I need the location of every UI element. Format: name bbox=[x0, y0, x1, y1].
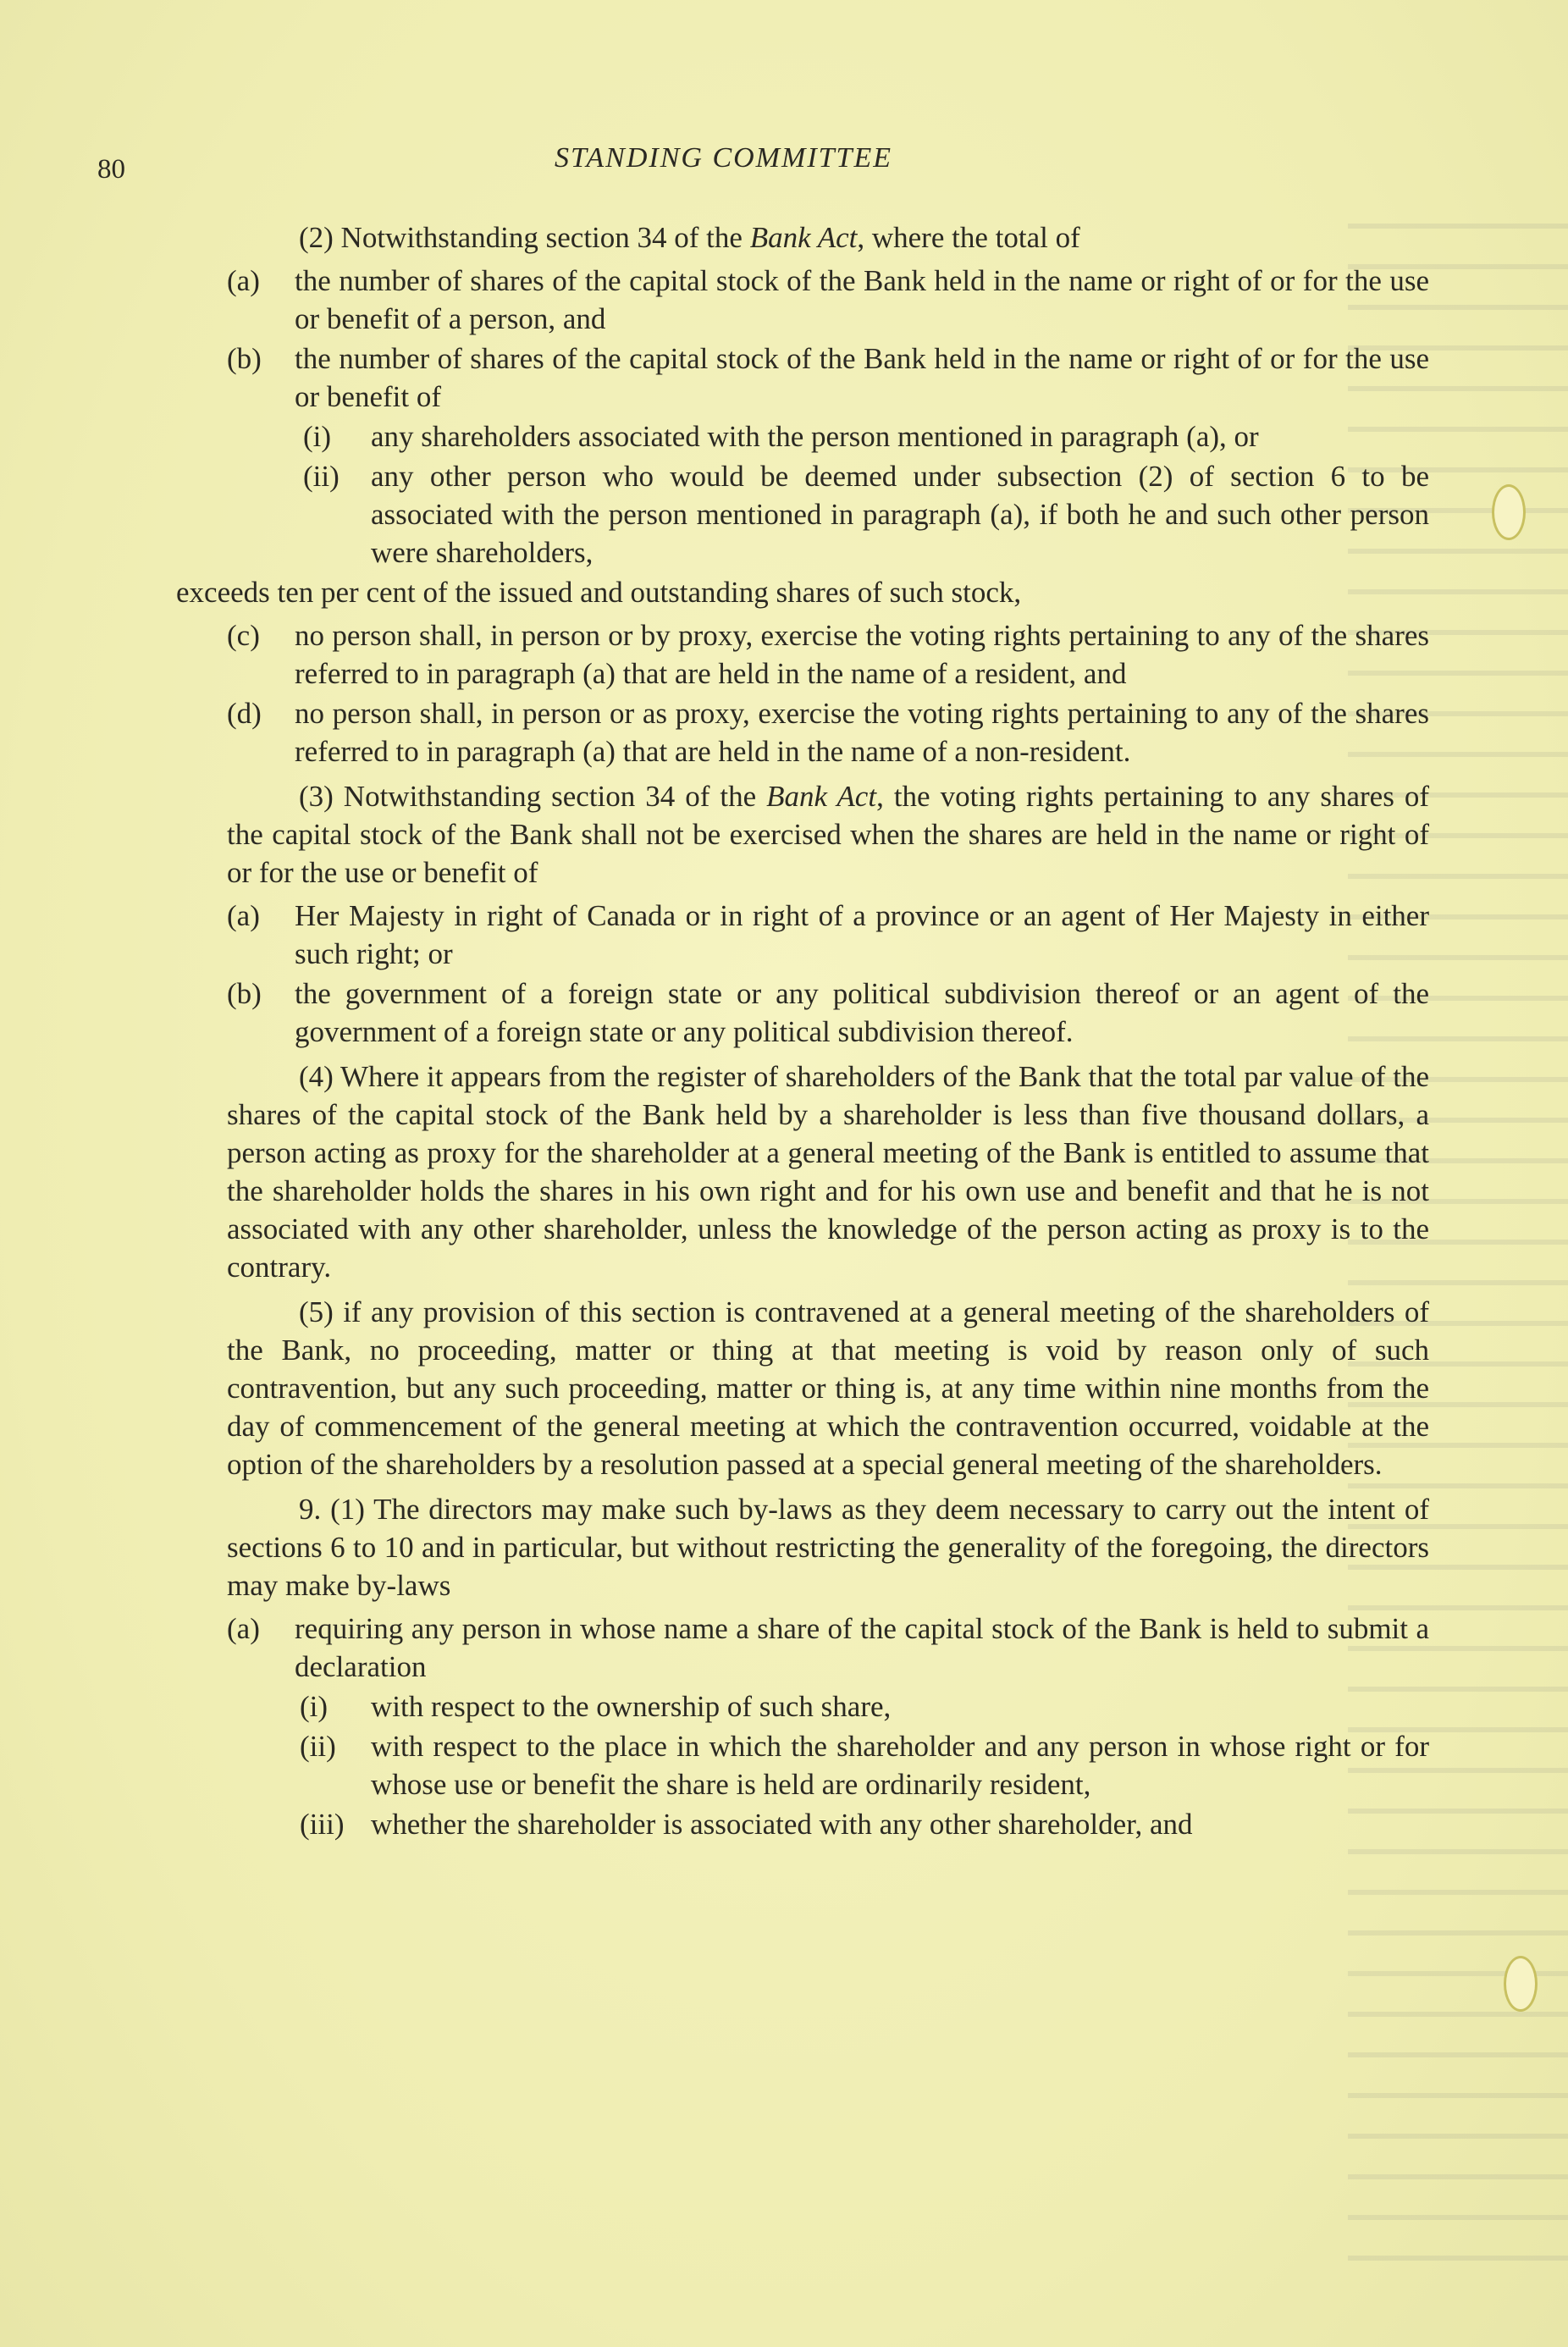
subpara-label: (i) bbox=[300, 1690, 329, 1723]
para-text: the number of shares of the capital stock of the Bank held in the name or right of or for the use or benefit of a person, and bbox=[295, 264, 1429, 335]
para-text: the number of shares of the capital stock of the Bank held in the name or right of or for the use or benefit of bbox=[295, 342, 1429, 413]
subpara-text: any shareholders associated with the person mentioned in paragraph (a), or bbox=[371, 420, 1259, 453]
subsection-2-para-b-i bbox=[303, 417, 1429, 456]
subpara-label: (ii) bbox=[300, 1730, 336, 1763]
subsection-2-para-c bbox=[227, 616, 1429, 693]
subsection-3-para-a bbox=[227, 897, 1429, 973]
subsection-2-para-b bbox=[227, 340, 1429, 416]
section-9-1-para-a-ii bbox=[300, 1727, 1429, 1803]
para-label: (a) bbox=[227, 264, 260, 297]
section-9-1-intro: 9. (1) The directors may make such by-laws as they deem necessary to carry out the intent of sections 6 to 10 and in particular, but without restricting the generality of the foregoing, the directors may make by-laws bbox=[227, 1493, 1429, 1602]
subpara-label: (i) bbox=[303, 420, 332, 453]
para-label: (d) bbox=[227, 697, 262, 730]
body-text bbox=[176, 218, 1429, 1845]
subpara-text: with respect to the place in which the shareholder and any person in whose right or for whose use or benefit the share is held are ordinarily resident, bbox=[371, 1730, 1429, 1801]
page-number: 80 bbox=[97, 154, 125, 185]
para-label: (c) bbox=[227, 619, 260, 652]
subpara-label: (iii) bbox=[300, 1808, 345, 1841]
subsection-2-para-b-ii bbox=[303, 457, 1429, 572]
para-label: (a) bbox=[227, 1612, 260, 1645]
subpara-text: whether the shareholder is associated with any other shareholder, and bbox=[371, 1808, 1193, 1841]
punch-hole-bottom bbox=[1504, 1956, 1538, 2012]
subpara-text: any other person who would be deemed under subsection (2) of section 6 to be associated with the person mentioned in paragraph (a), if both he and such other person were shareholders, bbox=[371, 460, 1429, 569]
punch-hole-top bbox=[1492, 484, 1526, 540]
subsection-2-para-d bbox=[227, 694, 1429, 770]
subsection-2-exceeds: exceeds ten per cent of the issued and outstanding shares of such stock, bbox=[176, 576, 1022, 609]
subpara-label: (ii) bbox=[303, 460, 340, 493]
section-9-1-para-a-iii bbox=[300, 1805, 1429, 1843]
para-label: (b) bbox=[227, 977, 262, 1010]
para-text: Her Majesty in right of Canada or in right of a province or an agent of Her Majesty in either such right; or bbox=[295, 899, 1429, 970]
section-9-1-para-a-i bbox=[300, 1687, 1429, 1726]
para-text: no person shall, in person or as proxy, exercise the voting rights pertaining to any of the shares referred to in paragraph (a) that are held in the name of a non-resident. bbox=[295, 697, 1429, 768]
subsection-4: (4) Where it appears from the register of shareholders of the Bank that the total par value of the shares of the capital stock of the Bank held by a shareholder is less than five thousand dollars, a person acting as proxy for the shareholder at a general meeting of the Bank is entitled to assume that the shareholder holds the shares in his own right and for his own use and benefit and that he is not associated with any other shareholder, unless the knowledge of the person acting as proxy is to the contrary. bbox=[227, 1060, 1429, 1284]
para-text: the government of a foreign state or any political subdivision thereof or an agent of the government of a foreign state or any political subdivision thereof. bbox=[295, 977, 1429, 1048]
page-header bbox=[97, 142, 1367, 193]
para-text: requiring any person in whose name a share of the capital stock of the Bank is held to submit a declaration bbox=[295, 1612, 1429, 1683]
subsection-2-para-a bbox=[227, 262, 1429, 338]
para-label: (a) bbox=[227, 899, 260, 932]
act-name: Bank Act bbox=[766, 780, 877, 813]
para-label: (b) bbox=[227, 342, 262, 375]
running-title: STANDING COMMITTEE bbox=[555, 142, 892, 174]
section-9-1-para-a bbox=[227, 1610, 1429, 1686]
subsection-5: (5) if any provision of this section is contravened at a general meeting of the shareholders of the Bank, no proceeding, matter or thing at that meeting is void by reason only of such contravention, but any such proceeding, matter or thing is, at any time within nine months from the day of commencement of the general meeting at which the contravention occurred, voidable at the option of the shareholders by a resolution passed at a special general meeting of the shareholders. bbox=[227, 1295, 1429, 1481]
subsection-3-para-b bbox=[227, 975, 1429, 1051]
act-name: Bank Act bbox=[749, 221, 858, 254]
subpara-text: with respect to the ownership of such share, bbox=[371, 1690, 892, 1723]
para-text: no person shall, in person or by proxy, exercise the voting rights pertaining to any of the shares referred to in paragraph (a) that are held in the name of a resident, and bbox=[295, 619, 1429, 690]
subsection-3-intro: (3) Notwithstanding section 34 of the Bank Act, the voting rights pertaining to any shares of the capital stock of the Bank shall not be exercised when the shares are held in the name or right of or for the use or benefit of bbox=[227, 780, 1429, 889]
subsection-2-intro: (2) Notwithstanding section 34 of the Bank Act, where the total of bbox=[299, 221, 1080, 254]
